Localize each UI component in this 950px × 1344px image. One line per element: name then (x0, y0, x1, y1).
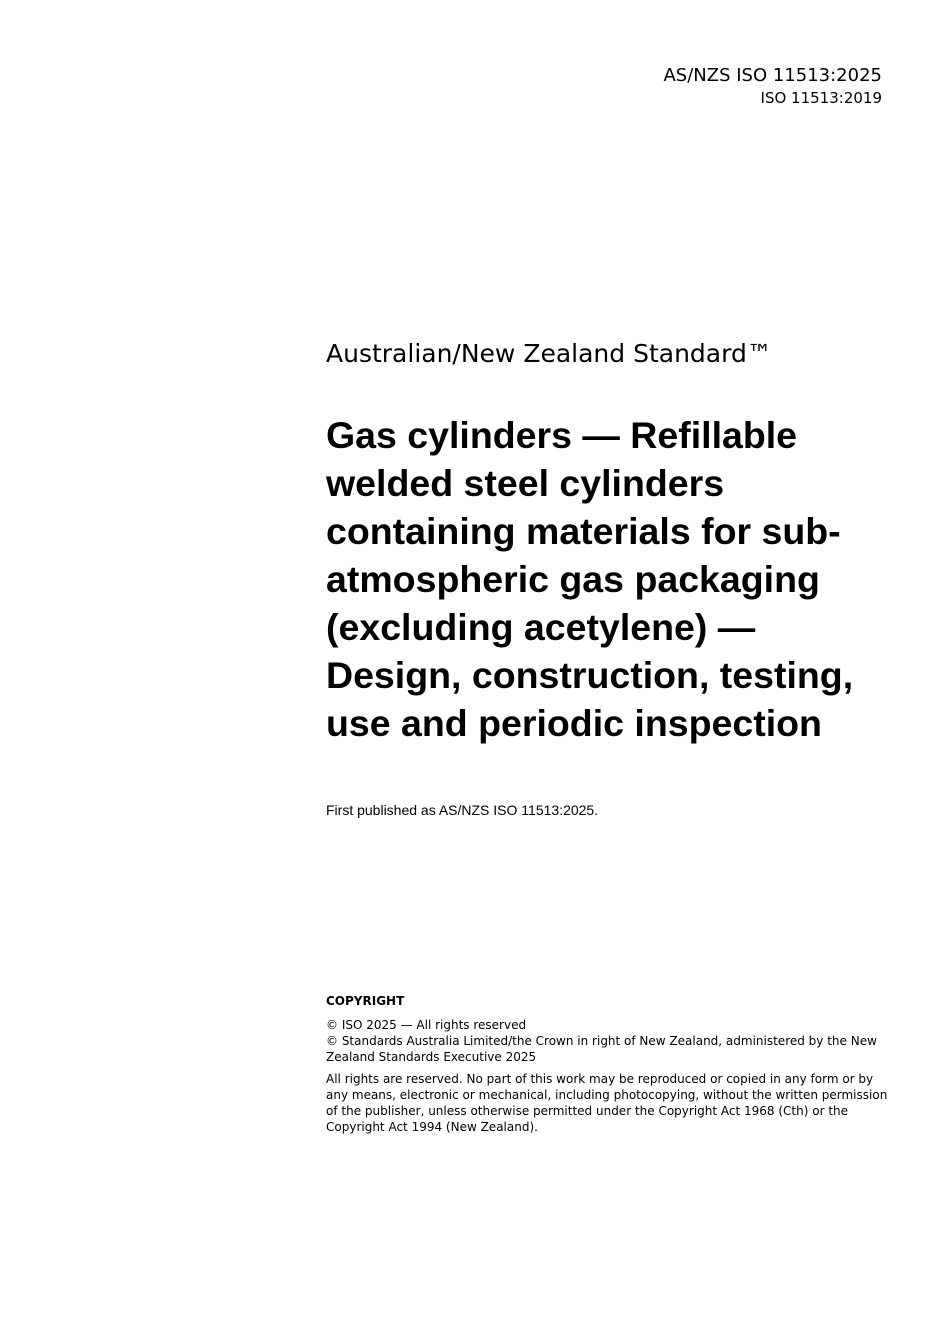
iso-copyright-notice: © ISO 2025 — All rights reserved (326, 1018, 527, 1032)
document-header (663, 64, 882, 108)
publication-note: First published as AS/NZS ISO 11513:2025. (326, 802, 599, 818)
copyright-heading: COPYRIGHT (326, 994, 405, 1008)
rights-reserved-text: All rights are reserved. No part of this work may be reproduced or copied in any form or by any means, electronic or mechanical, including photocopying, without the written permission of the publisher, unless otherwise permitted under the Copyright Act 1968 (Cth) or the Copyright Act 1994 (New Zealand). (326, 1072, 888, 1134)
standard-number: AS/NZS ISO 11513:2025 (663, 65, 882, 86)
standard-type: Australian/New Zealand Standard™ (326, 339, 772, 368)
copyright-section (326, 993, 888, 1135)
sa-copyright-notice: © Standards Australia Limited/the Crown in right of New Zealand, administered by the New Zealand Standards Executive 2025 (326, 1034, 877, 1064)
document-title: Gas cylinders — Refillable welded steel cylinders containing materials for sub-atmospheric gas packaging (excluding acetylene) — Design, construction, testing, use and periodic inspection (326, 414, 854, 744)
iso-number: ISO 11513:2019 (760, 89, 882, 107)
